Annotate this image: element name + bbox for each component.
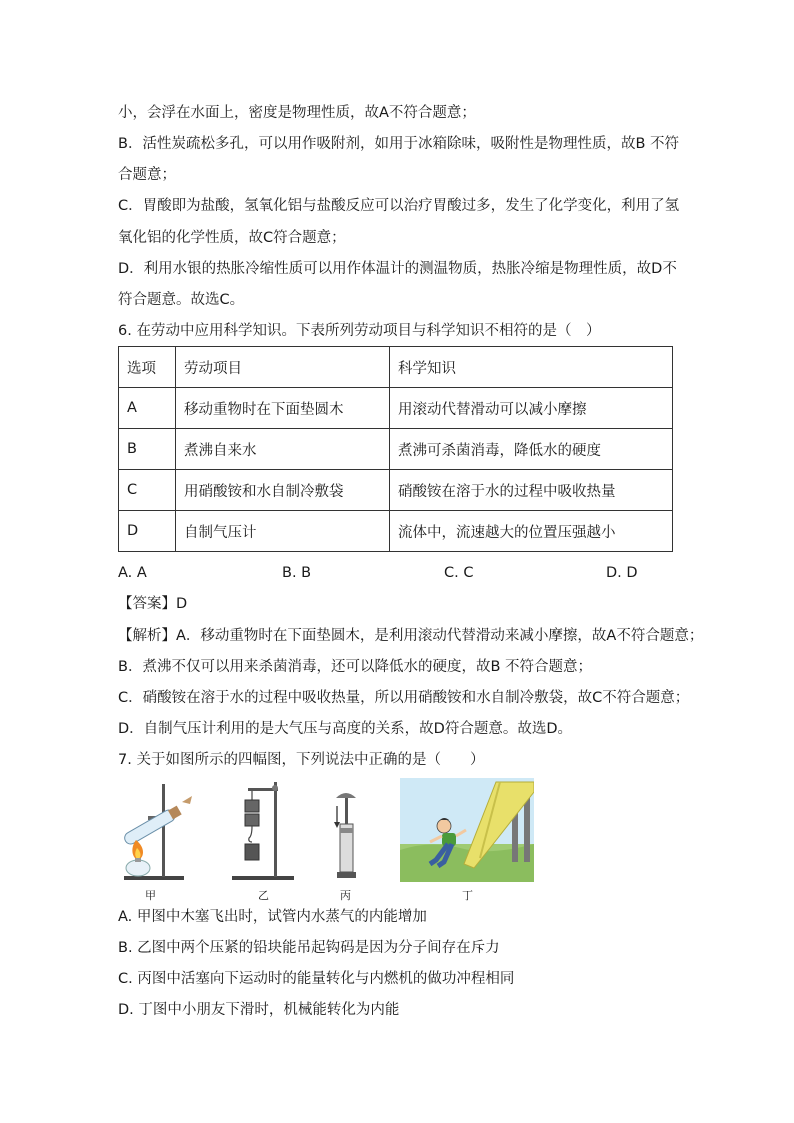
question-7-stem: 7. 关于如图所示的四幅图，下列说法中正确的是（ ） (118, 752, 485, 768)
option-d: D. D (606, 565, 638, 581)
analysis-line: D．自制气压计利用的是大气压与高度的关系，故D符合题意。故选D。 (118, 721, 572, 737)
table-cell: 自制气压计 (176, 511, 390, 552)
table-cell: 移动重物时在下面垫圆木 (176, 388, 390, 429)
table-row (119, 388, 673, 429)
choice-d: D. 丁图中小朋友下滑时，机械能转化为内能 (118, 1002, 400, 1018)
option-a: A. A (118, 565, 147, 581)
child-head (437, 819, 451, 833)
figure-caption: 乙 (258, 889, 269, 902)
figure-yi-lead-blocks (228, 778, 300, 882)
table-header-cell: 科学知识 (390, 347, 673, 388)
table-cell: A (119, 388, 176, 429)
text-line: 符合题意。故选C。 (118, 292, 245, 308)
table-cell: 煮沸自来水 (176, 429, 390, 470)
child-shirt (442, 833, 456, 846)
table-cell: D (119, 511, 176, 552)
table-row (119, 511, 673, 552)
figure-jia-test-tube-heating (118, 778, 198, 882)
figure-caption: 丙 (340, 889, 351, 902)
question-6-stem: 6. 在劳动中应用科学知识。下表所列劳动项目与科学知识不相符的是（ ） (118, 323, 601, 339)
table-cell: 用滚动代替滑动可以减小摩擦 (390, 388, 673, 429)
choice-b: B. 乙图中两个压紧的铅块能吊起钩码是因为分子间存在斥力 (118, 940, 500, 956)
question-6-table (118, 346, 673, 552)
table-cell: 硝酸铵在溶于水的过程中吸收热量 (390, 470, 673, 511)
choice-c: C. 丙图中活塞向下运动时的能量转化与内燃机的做功冲程相同 (118, 971, 515, 987)
table-cell: C (119, 470, 176, 511)
table-row (119, 470, 673, 511)
choice-a: A. 甲图中木塞飞出时，试管内水蒸气的内能增加 (118, 909, 427, 925)
figure-bing-piston-cylinder (330, 778, 362, 882)
text-line: B．活性炭疏松多孔，可以用作吸附剂，如用于冰箱除味，吸附性是物理性质，故B 不符 (118, 136, 680, 152)
text-line: 氧化铝的化学性质，故C符合题意； (118, 230, 346, 246)
text-line: 小，会浮在水面上，密度是物理性质，故A不符合题意； (118, 105, 476, 121)
analysis-line: B．煮沸不仅可以用来杀菌消毒，还可以降低水的硬度，故B 不符合题意； (118, 659, 593, 675)
answer-line: 【答案】D (118, 596, 188, 612)
table-cell: 用硝酸铵和水自制冷敷袋 (176, 470, 390, 511)
arrow-down-icon (334, 822, 340, 828)
figure-caption: 甲 (145, 889, 156, 902)
analysis-line: C．硝酸铵在溶于水的过程中吸收热量，所以用硝酸铵和水自制冷敷袋，故C不符合题意； (118, 690, 690, 706)
table-cell: B (119, 429, 176, 470)
table-header-cell: 选项 (119, 347, 176, 388)
table-row (119, 429, 673, 470)
text-line: D．利用水银的热胀冷缩性质可以用作体温计的测温物质，热胀冷缩是物理性质，故D不 (118, 261, 677, 277)
figure-ding-slide (400, 778, 534, 882)
table-cell: 流体中，流速越大的位置压强越小 (390, 511, 673, 552)
option-c: C. C (444, 565, 474, 581)
text-line: 合题意； (118, 167, 176, 183)
option-b: B. B (282, 565, 312, 581)
flying-cork (182, 796, 192, 804)
table-header-row (119, 347, 673, 388)
figure-caption: 丁 (462, 889, 473, 902)
text-line: C．胃酸即为盐酸，氢氧化铝与盐酸反应可以治疗胃酸过多，发生了化学变化，利用了氢 (118, 198, 680, 214)
table-header-cell: 劳动项目 (176, 347, 390, 388)
table-cell: 煮沸可杀菌消毒，降低水的硬度 (390, 429, 673, 470)
analysis-line: 【解析】A．移动重物时在下面垫圆木，是利用滚动代替滑动来减小摩擦，故A不符合题意； (118, 628, 704, 644)
